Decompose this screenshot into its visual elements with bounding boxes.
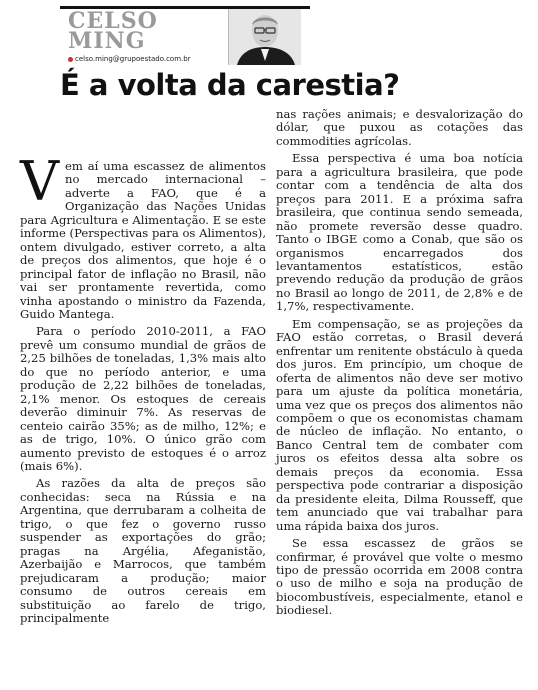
article-paragraph: Essa perspectiva é uma boa notícia para a agricultura brasileira, que pode contar com a tendência de alta dos preços para 2011. E a próxima safra brasileira, que continua sendo semeada, não promete reversão desse quadro. Tanto o IBGE como a Conab, que são os organismos encarregados dos levantamentos estatísticos, estão prevendo redução da produção de grãos no Brasil ao longo de 2011, de 2,8% e de 1,7%, respectivamente. — [276, 151, 523, 314]
article-paragraph: Se essa escassez de grãos se confirmar, é provável que volte o mesmo tipo de pressão ocorrida em 2008 contra o uso de milho e soja na produção de biocombustíveis, especialmente, etanol e biodiesel. — [276, 536, 523, 618]
columnist-email-text: celso.ming@grupoestado.com.br — [75, 55, 191, 63]
columnist-photo — [228, 9, 301, 65]
drop-cap: V — [20, 150, 59, 213]
article-paragraph: As razões da alta de preços são conhecidas: seca na Rússia e na Argentina, que derrubaram a colheita de trigo, o que fez o governo russo suspender as exportações do grão; pragas na Argélia, Afeganistão, Azerbaijão e Marrocos, que também prejudicaram a produção; maior consumo de outros cereais em substituição ao farelo de trigo, principalmente — [20, 476, 266, 625]
article-paragraph: Em compensação, se as projeções da FAO estão corretas, o Brasil deverá enfrentar um renitente obstáculo à queda dos juros. Em princípio, um choque de oferta de alimentos não deve ser motivo para um ajuste da política monetária, uma vez que os preços dos alimentos não compõem o que os economistas chamam de núcleo de inflação. No entanto, o Banco Central tem de combater com juros os efeitos dessa alta sobre os demais preços da economia. Essa perspectiva pode contrariar a disposição da presidente eleita, Dilma Rousseff, que tem anunciado que vai trabalhar para uma rápida baixa dos juros. — [276, 316, 523, 533]
article-paragraph — [20, 150, 266, 321]
paragraph-text: em aí uma escassez de alimentos no mercado internacional – adverte a FAO, que é a Organização das Nações Unidas para Agricultura e Alimentação. E se este informe (Perspectivas para os Alimentos), ontem divulgado, estiver correto, a alta de preços dos alimentos, que hoje é o principal fator de inflação no Brasil, não vai ser prontamente revertida, como vinha apostando o ministro da Fazenda, Guido Mantega. — [20, 159, 266, 321]
article-column-left — [20, 150, 266, 625]
columnist-name: CELSO MING — [68, 8, 158, 54]
article-column-right — [276, 108, 523, 618]
columnist-email — [68, 55, 191, 63]
email-icon — [68, 57, 73, 62]
article-headline: É a volta da carestia? — [60, 68, 400, 102]
article-paragraph: nas rações animais; e desvalorização do dólar, que puxou as cotações das commodities agrícolas. — [276, 107, 523, 148]
article-paragraph: Para o período 2010-2011, a FAO prevê um consumo mundial de grãos de 2,25 bilhões de toneladas, 1,3% mais alto do que no período anterior, e uma produção de 2,22 bilhões de toneladas, 2,1% menor. Os estoques de cereais deverão diminuir 7%. As reservas de centeio cairão 35%; as de milho, 12%; e as de trigo, 10%. O único grão com aumento previsto de estoques é o arroz (mais 6%). — [20, 324, 266, 473]
column-header — [60, 6, 310, 65]
